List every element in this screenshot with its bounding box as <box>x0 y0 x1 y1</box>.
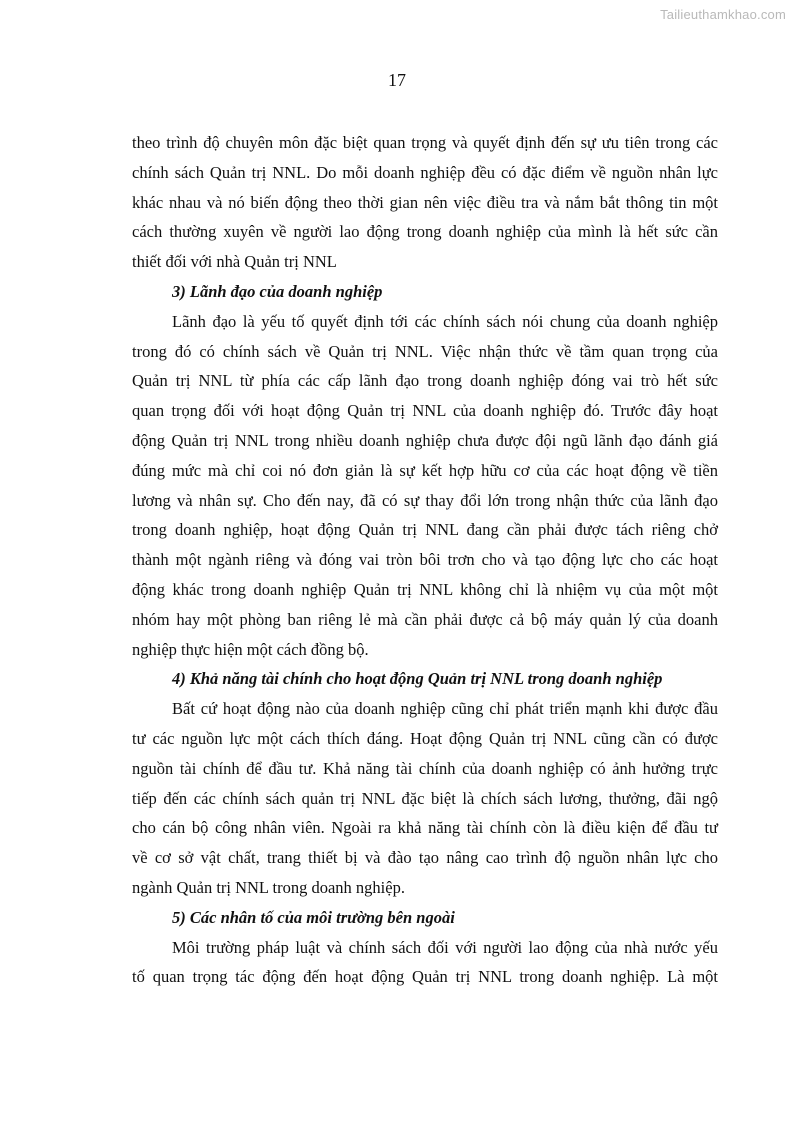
watermark-text: Tailieuthamkhao.com <box>660 7 786 22</box>
section-heading-4: 4) Khả năng tài chính cho hoạt động Quản trị NNL trong doanh nghiệp <box>172 669 663 689</box>
text-line: ngành Quản trị NNL trong doanh nghiệp. <box>132 877 405 897</box>
text-line: thiết đối với nhà Quản trị NNL <box>132 252 337 272</box>
text-line: thành một ngành riêng và đóng vai tròn bôi trơn cho và tạo động lực cho các hoạt <box>132 550 718 570</box>
paragraph-2 <box>132 307 718 665</box>
text-line: trong đó có chính sách về Quản trị NNL. Việc nhận thức về tầm quan trọng của <box>132 341 718 361</box>
section-heading-5: 5) Các nhân tố của môi trường bên ngoài <box>172 907 455 927</box>
text-line: về cơ sở vật chất, trang thiết bị và đào tạo nâng cao trình độ nguồn nhân lực cho <box>132 848 718 868</box>
paragraph-3 <box>132 694 718 903</box>
text-line: nguồn tài chính để đầu tư. Khả năng tài chính của doanh nghiệp có ảnh hưởng trực <box>132 758 718 778</box>
text-line: nghiệp thực hiện một cách đồng bộ. <box>132 639 369 659</box>
text-line: chính sách Quản trị NNL. Do mỗi doanh nghiệp đều có đặc điểm về nguồn nhân lực <box>132 162 718 182</box>
text-line: động Quản trị NNL trong nhiều doanh nghiệp chưa được đội ngũ lãnh đạo đánh giá <box>132 430 718 450</box>
text-line: động khác trong doanh nghiệp Quản trị NNL không chỉ là nhiệm vụ của một một <box>132 579 718 599</box>
text-line: Quản trị NNL từ phía các cấp lãnh đạo trong doanh nghiệp đóng vai trò hết sức <box>132 371 718 391</box>
text-line: khác nhau và nó biến động theo thời gian nên việc điều tra và nắm bắt thông tin một <box>132 192 718 212</box>
text-line: quan trọng đối với hoạt động Quản trị NNL của doanh nghiệp đó. Trước đây hoạt <box>132 401 718 421</box>
text-line: Môi trường pháp luật và chính sách đối với người lao động của nhà nước yếu <box>172 937 718 957</box>
text-line: cho cán bộ công nhân viên. Ngoài ra khả năng tài chính còn là điều kiện để đầu tư <box>132 818 718 838</box>
paragraph-1 <box>132 128 718 277</box>
text-line: tư các nguồn lực một cách thích đáng. Hoạt động Quản trị NNL cũng cần có được <box>132 728 718 748</box>
text-line: đúng mức mà chỉ coi nó đơn giản là sự kết hợp hữu cơ của các hoạt động về tiền <box>132 460 718 480</box>
text-line: Lãnh đạo là yếu tố quyết định tới các chính sách nói chung của doanh nghiệp <box>172 311 718 331</box>
text-line: lương và nhân sự. Cho đến nay, đã có sự thay đổi lớn trong nhận thức của lãnh đạo <box>132 490 718 510</box>
text-line: theo trình độ chuyên môn đặc biệt quan trọng và quyết định đến sự ưu tiên trong các <box>132 133 718 152</box>
text-line: trong doanh nghiệp, hoạt động Quản trị NNL đang cần phải được tách riêng chở <box>132 520 718 540</box>
page-number: 17 <box>388 70 406 90</box>
document-body <box>132 128 718 992</box>
text-line: tiếp đến các chính sách quản trị NNL đặc biệt là chích sách lương, thưởng, đãi ngộ <box>132 788 718 808</box>
text-line: cách thường xuyên về người lao động trong doanh nghiệp của mình là hết sức cần <box>132 222 718 242</box>
section-heading-3: 3) Lãnh đạo của doanh nghiệp <box>172 281 383 301</box>
text-line: nhóm hay một phòng ban riêng lẻ mà cần phải được cả bộ máy quản lý của doanh <box>132 609 718 629</box>
text-line: tố quan trọng tác động đến hoạt động Quản trị NNL trong doanh nghiệp. Là một <box>132 967 718 987</box>
paragraph-4 <box>132 933 718 993</box>
text-line: Bất cứ hoạt động nào của doanh nghiệp cũng chỉ phát triển mạnh khi được đầu <box>172 699 718 719</box>
